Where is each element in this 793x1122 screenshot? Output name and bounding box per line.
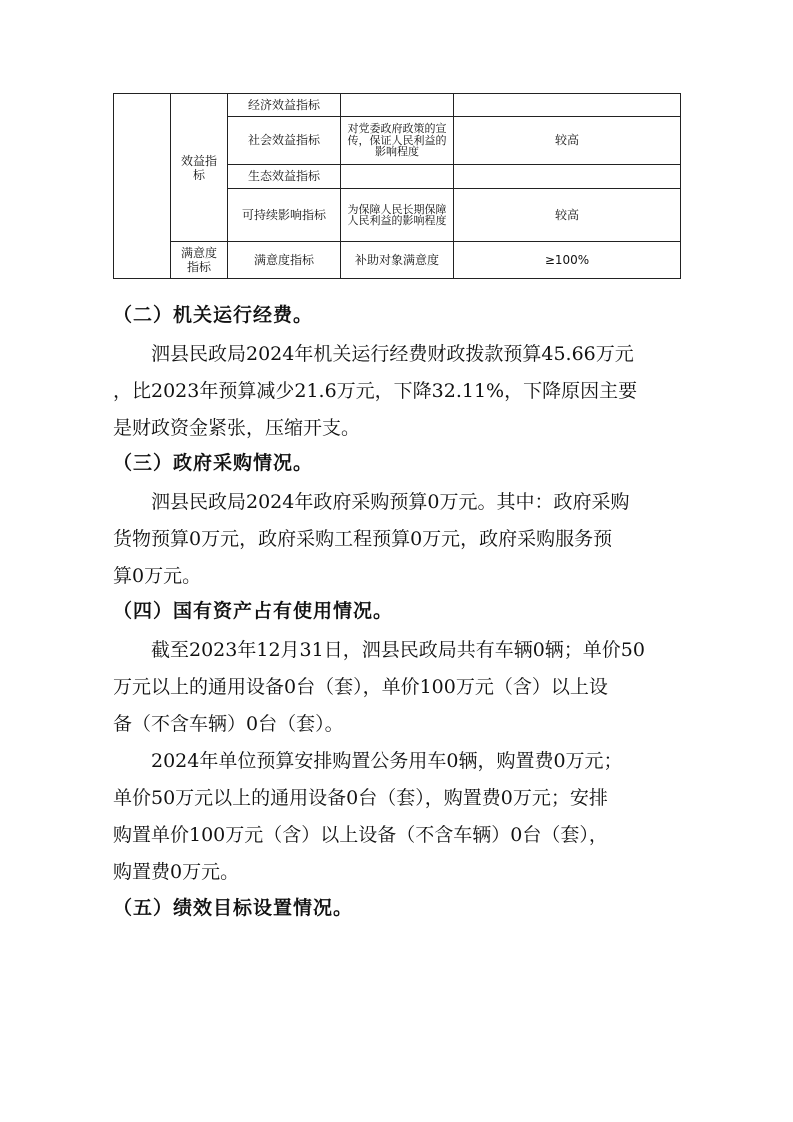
paragraph-line: 截至2023年12月31日，泗县民政局共有车辆0辆；单价50 — [151, 639, 645, 661]
performance-table — [113, 93, 681, 279]
level2-cell-satisfaction — [171, 242, 228, 279]
paragraph-procurement — [113, 484, 680, 595]
indicator-content-cell: 补助对象满意度 — [341, 242, 454, 279]
paragraph-line: 泗县民政局2024年政府采购预算0万元。其中：政府采购 — [151, 491, 630, 513]
indicator-value-cell — [454, 94, 681, 117]
indicator-cell: 社会效益指标 — [228, 117, 341, 165]
paragraph-operating-costs — [113, 336, 680, 447]
paragraph-line: 是财政资金紧张，压缩开支。 — [113, 417, 361, 439]
table-row — [114, 242, 681, 279]
section-heading-procurement: （三）政府采购情况。 — [113, 452, 314, 474]
paragraph-line: 2024年单位预算安排购置公务用车0辆，购置费0万元； — [151, 750, 623, 772]
paragraph-line: 万元以上的通用设备0台（套），单价100万元（含）以上设 — [113, 676, 608, 698]
paragraph-line: 货物预算0万元，政府采购工程预算0万元，政府采购服务预 — [113, 528, 613, 550]
level1-cell — [114, 94, 171, 279]
indicator-cell: 可持续影响指标 — [228, 189, 341, 242]
indicator-value-cell — [454, 165, 681, 189]
paragraph-state-assets-1 — [113, 632, 680, 743]
paragraph-line: 泗县民政局2024年机关运行经费财政拨款预算45.66万元 — [151, 343, 634, 365]
paragraph-line: 购置单价100万元（含）以上设备（不含车辆）0台（套）， — [113, 824, 608, 846]
indicator-value-cell: 较高 — [454, 117, 681, 165]
level2-label-satisfaction: 满意度 指标 — [180, 246, 217, 274]
paragraph-line: 算0万元。 — [113, 565, 202, 587]
paragraph-line: 备（不含车辆）0台（套）。 — [113, 713, 344, 735]
indicator-cell: 满意度指标 — [228, 242, 341, 279]
indicator-content-cell: 对党委政府政策的宣传，保证人民利益的影响程度 — [341, 117, 454, 165]
section-heading-performance-goals: （五）绩效目标设置情况。 — [113, 897, 354, 919]
indicator-content-cell — [341, 165, 454, 189]
indicator-cell: 经济效益指标 — [228, 94, 341, 117]
level2-label-benefit: 效益指 标 — [180, 153, 217, 182]
paragraph-line: 单价50万元以上的通用设备0台（套），购置费0万元；安排 — [113, 787, 608, 809]
level2-cell-benefit — [171, 94, 228, 242]
section-heading-operating-costs: （二）机关运行经费。 — [113, 304, 314, 326]
indicator-cell: 生态效益指标 — [228, 165, 341, 189]
indicator-value-cell: ≥100% — [454, 242, 681, 279]
paragraph-state-assets-2 — [113, 743, 680, 891]
indicator-content-cell — [341, 94, 454, 117]
table-row — [114, 94, 681, 117]
indicator-value-cell: 较高 — [454, 189, 681, 242]
paragraph-line: 购置费0万元。 — [113, 861, 240, 883]
section-heading-state-assets: （四）国有资产占有使用情况。 — [113, 600, 394, 622]
paragraph-line: ，比2023年预算减少21.6万元，下降32.11%，下降原因主要 — [113, 380, 638, 402]
indicator-content-cell: 为保障人民长期保障人民利益的影响程度 — [341, 189, 454, 242]
